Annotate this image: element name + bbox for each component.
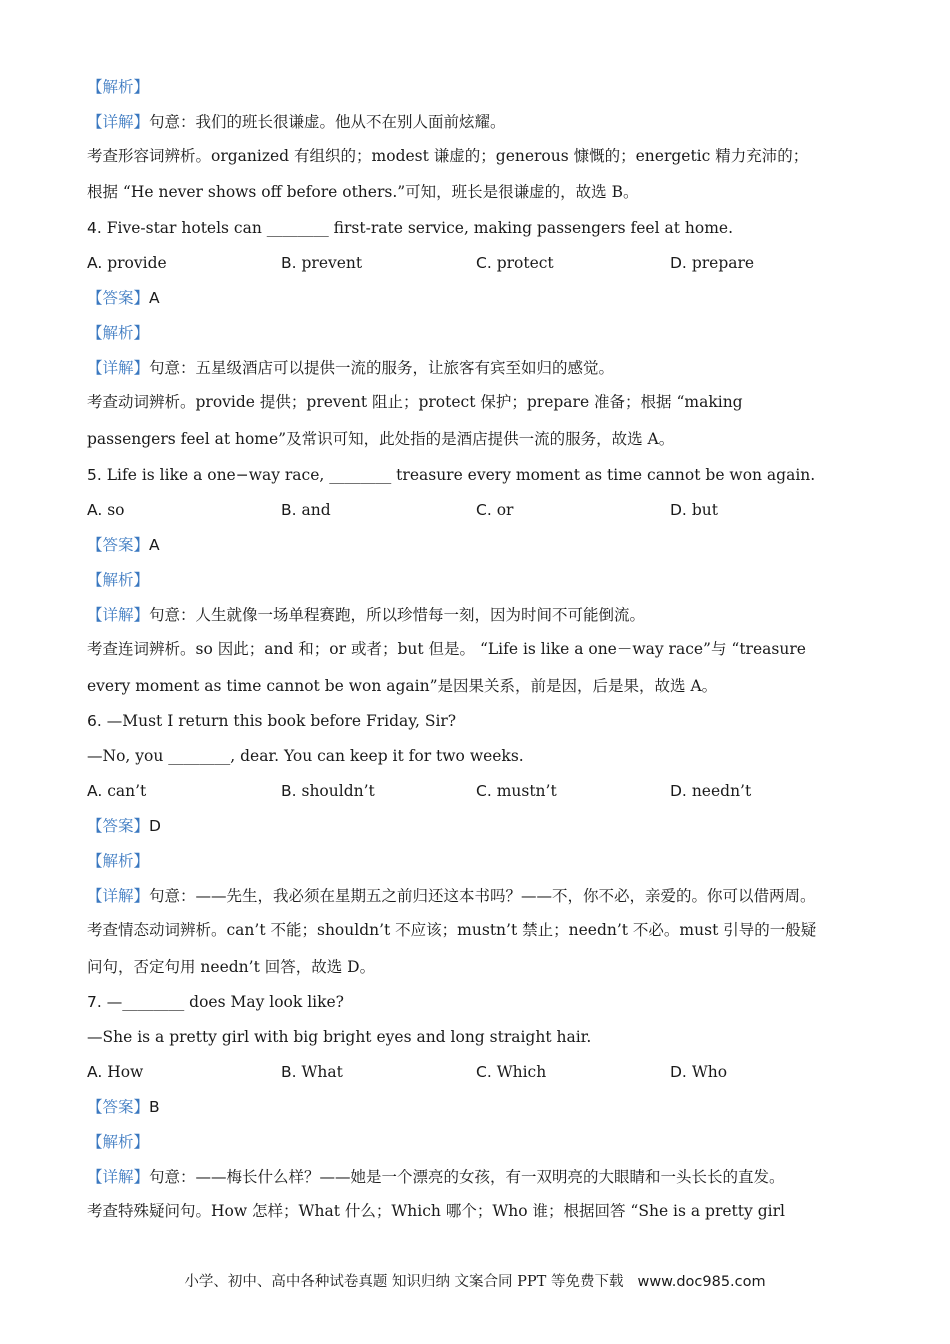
detail-text: 句意：我们的班长很谦虚。他从不在别人面前炫耀。 bbox=[149, 113, 506, 131]
option-d bbox=[670, 1062, 727, 1082]
option-b bbox=[281, 781, 375, 801]
option-letter: A. bbox=[87, 782, 103, 800]
option-b bbox=[281, 1062, 343, 1082]
answer-value: D bbox=[149, 817, 161, 835]
jiexi-label: 【解析】 bbox=[87, 78, 150, 96]
option-d bbox=[670, 500, 718, 520]
detail-label: 【详解】 bbox=[87, 113, 150, 131]
option-letter: C. bbox=[476, 1063, 492, 1081]
question-7-reply: —She is a pretty girl with big bright eyes and long straight hair. bbox=[87, 1028, 592, 1046]
option-b bbox=[281, 500, 331, 520]
footer-text: 小学、初中、高中各种试卷真题 知识归纳 文案合同 PPT 等免费下载 bbox=[184, 1274, 624, 1290]
option-text: protect bbox=[496, 254, 554, 272]
question-5-stem bbox=[87, 465, 870, 485]
detail-paragraph bbox=[87, 112, 870, 132]
detail-paragraph bbox=[87, 358, 870, 378]
option-a bbox=[87, 1062, 143, 1082]
question-text: —________ does May look like? bbox=[106, 993, 344, 1011]
detail-paragraph bbox=[87, 1167, 870, 1187]
option-text: prepare bbox=[691, 254, 755, 272]
option-b bbox=[281, 253, 362, 273]
option-letter: A. bbox=[87, 501, 103, 519]
detail-text: 句意：人生就像一场单程赛跑，所以珍惜每一刻，因为时间不可能倒流。 bbox=[149, 606, 646, 624]
option-text: prevent bbox=[301, 254, 363, 272]
answer-label: 【答案】 bbox=[87, 536, 150, 554]
question-4-stem bbox=[87, 218, 870, 238]
option-text: or bbox=[496, 501, 514, 519]
option-a bbox=[87, 500, 125, 520]
option-text: What bbox=[301, 1063, 343, 1081]
jiexi-label: 【解析】 bbox=[87, 324, 150, 342]
option-c bbox=[476, 500, 513, 520]
detail-label: 【详解】 bbox=[87, 606, 150, 624]
option-letter: D. bbox=[670, 501, 687, 519]
jiexi-label: 【解析】 bbox=[87, 571, 150, 589]
question-text: Five-star hotels can ________ first-rate service, making passengers feel at home. bbox=[106, 219, 734, 237]
detail-paragraph bbox=[87, 886, 870, 906]
question-number: 5. bbox=[87, 466, 102, 484]
analysis-line: every moment as time cannot be won again”是因果关系，前是因，后是果，故选 A。 bbox=[87, 677, 718, 695]
option-c bbox=[476, 781, 557, 801]
question-6-reply: —No, you ________, dear. You can keep it for two weeks. bbox=[87, 747, 524, 765]
detail-paragraph bbox=[87, 605, 870, 625]
option-letter: A. bbox=[87, 254, 103, 272]
option-text: can’t bbox=[107, 782, 147, 800]
question-text: —Must I return this book before Friday, Sir? bbox=[106, 712, 457, 730]
jiexi-label: 【解析】 bbox=[87, 852, 150, 870]
answer-value: A bbox=[149, 289, 160, 307]
option-text: How bbox=[107, 1063, 144, 1081]
detail-label: 【详解】 bbox=[87, 887, 150, 905]
option-letter: C. bbox=[476, 501, 492, 519]
answer-line bbox=[87, 1097, 870, 1117]
option-a bbox=[87, 253, 167, 273]
question-number: 6. bbox=[87, 712, 102, 730]
option-letter: C. bbox=[476, 254, 492, 272]
option-letter: B. bbox=[281, 254, 297, 272]
option-letter: D. bbox=[670, 782, 687, 800]
option-letter: A. bbox=[87, 1063, 103, 1081]
option-letter: B. bbox=[281, 782, 297, 800]
answer-label: 【答案】 bbox=[87, 817, 150, 835]
option-c bbox=[476, 253, 554, 273]
option-d bbox=[670, 781, 751, 801]
option-letter: B. bbox=[281, 501, 297, 519]
question-text: Life is like a one−way race, ________ treasure every moment as time cannot be won again. bbox=[106, 466, 816, 484]
analysis-line: 考查特殊疑问句。How 怎样；What 什么；Which 哪个；Who 谁；根据回答 “She is a pretty girl bbox=[87, 1202, 785, 1220]
question-7-stem bbox=[87, 992, 870, 1012]
option-a bbox=[87, 781, 146, 801]
analysis-line: 考查情态动词辨析。can’t 不能；shouldn’t 不应该；mustn’t 禁止；needn’t 不必。must 引导的一般疑 bbox=[87, 921, 817, 939]
answer-line bbox=[87, 288, 870, 308]
answer-line bbox=[87, 816, 870, 836]
analysis-line: passengers feel at home”及常识可知，此处指的是酒店提供一流的服务，故选 A。 bbox=[87, 430, 675, 448]
option-text: provide bbox=[107, 254, 167, 272]
analysis-line: 根据 “He never shows off before others.”可知，班长是很谦虚的，故选 B。 bbox=[87, 183, 639, 201]
option-text: and bbox=[301, 501, 331, 519]
page-footer bbox=[0, 1270, 950, 1291]
option-letter: B. bbox=[281, 1063, 297, 1081]
option-letter: D. bbox=[670, 254, 687, 272]
option-text: shouldn’t bbox=[301, 782, 375, 800]
option-letter: D. bbox=[670, 1063, 687, 1081]
analysis-line: 考查连词辨析。so 因此；and 和；or 或者；but 但是。 “Life is like a one－way race”与 “treasure bbox=[87, 640, 806, 658]
option-text: needn’t bbox=[691, 782, 752, 800]
analysis-line: 考查动词辨析。provide 提供；prevent 阻止；protect 保护；prepare 准备；根据 “making bbox=[87, 393, 743, 411]
question-number: 7. bbox=[87, 993, 102, 1011]
answer-label: 【答案】 bbox=[87, 289, 150, 307]
option-text: Who bbox=[691, 1063, 728, 1081]
option-text: Which bbox=[496, 1063, 547, 1081]
question-number: 4. bbox=[87, 219, 102, 237]
option-text: so bbox=[107, 501, 125, 519]
question-6-stem bbox=[87, 711, 870, 731]
detail-label: 【详解】 bbox=[87, 359, 150, 377]
detail-text: 句意：——梅长什么样？——她是一个漂亮的女孩，有一双明亮的大眼睛和一头长长的直发。 bbox=[149, 1168, 785, 1186]
answer-value: B bbox=[149, 1098, 160, 1116]
analysis-line: 问句，否定句用 needn’t 回答，故选 D。 bbox=[87, 958, 376, 976]
option-text: mustn’t bbox=[496, 782, 557, 800]
detail-text: 句意：——先生，我必须在星期五之前归还这本书吗？——不，你不必，亲爱的。你可以借两周。 bbox=[149, 887, 816, 905]
option-letter: C. bbox=[476, 782, 492, 800]
detail-label: 【详解】 bbox=[87, 1168, 150, 1186]
detail-text: 句意：五星级酒店可以提供一流的服务，让旅客有宾至如归的感觉。 bbox=[149, 359, 615, 377]
jiexi-label: 【解析】 bbox=[87, 1133, 150, 1151]
answer-label: 【答案】 bbox=[87, 1098, 150, 1116]
option-c bbox=[476, 1062, 546, 1082]
answer-line bbox=[87, 535, 870, 555]
footer-url[interactable]: www.doc985.com bbox=[637, 1274, 766, 1290]
option-d bbox=[670, 253, 754, 273]
answer-value: A bbox=[149, 536, 160, 554]
option-text: but bbox=[691, 501, 718, 519]
analysis-line: 考查形容词辨析。organized 有组织的；modest 谦虚的；generous 慷慨的；energetic 精力充沛的； bbox=[87, 147, 809, 165]
